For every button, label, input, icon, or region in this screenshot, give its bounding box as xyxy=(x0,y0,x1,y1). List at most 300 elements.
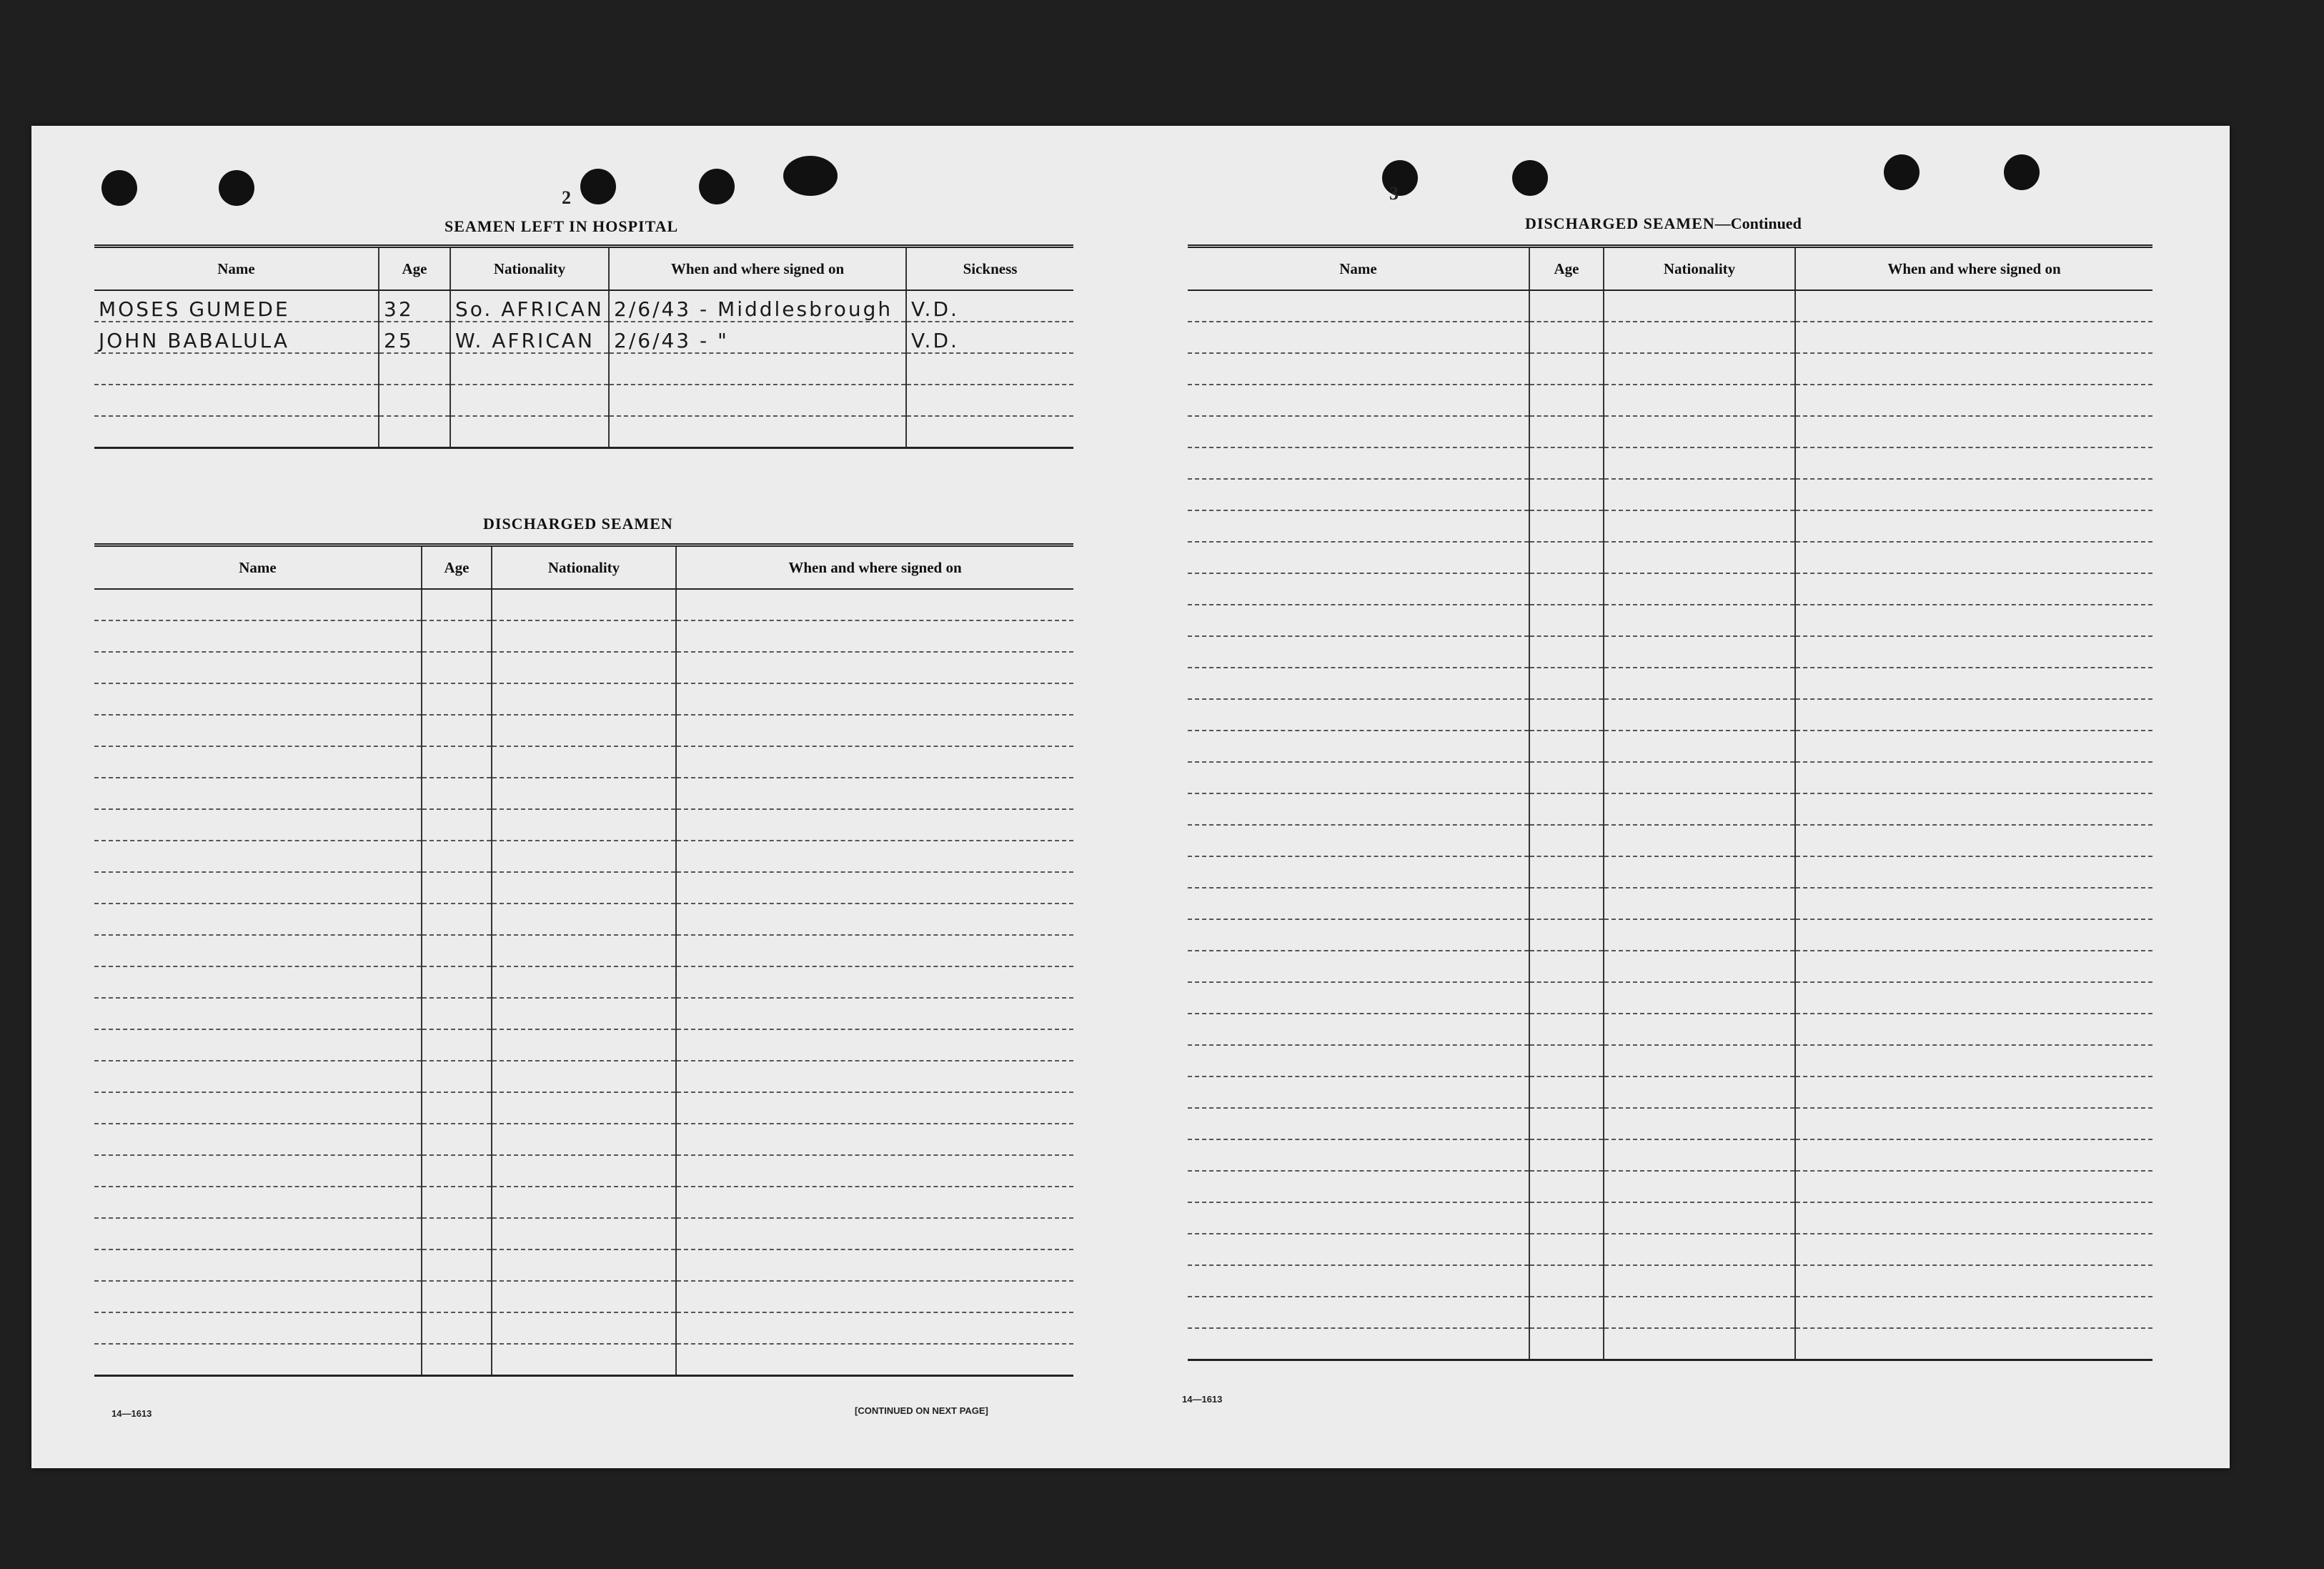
table-row xyxy=(94,416,1073,447)
table-cell xyxy=(1529,919,1604,951)
table-cell xyxy=(676,778,1073,809)
table-row xyxy=(94,1312,1073,1344)
table-cell xyxy=(676,966,1073,998)
table-row xyxy=(94,1061,1073,1092)
table-cell xyxy=(422,683,492,715)
table-cell xyxy=(1795,1045,2152,1076)
table-row xyxy=(1188,1328,2152,1360)
table-cell xyxy=(676,841,1073,872)
table-cell xyxy=(1188,825,1529,856)
table-cell xyxy=(1795,510,2152,542)
table-cell xyxy=(1795,1014,2152,1045)
table-cell xyxy=(1188,731,1529,762)
table-cell xyxy=(94,385,379,416)
table-cell xyxy=(422,1249,492,1281)
table-cell xyxy=(1604,416,1795,447)
table-cell xyxy=(676,1187,1073,1218)
column-header-signed-on: When and where signed on xyxy=(676,545,1073,590)
table-cell xyxy=(422,778,492,809)
table-cell xyxy=(422,1029,492,1061)
table-cell xyxy=(492,589,676,620)
table-cell xyxy=(1529,1202,1604,1234)
table-cell: MOSES GUMEDE xyxy=(94,290,379,322)
table-cell xyxy=(1795,1297,2152,1328)
table-cell xyxy=(94,1092,422,1124)
table-cell xyxy=(1529,1234,1604,1265)
table-cell xyxy=(422,872,492,904)
discharged-section-title: DISCHARGED SEAMEN xyxy=(483,515,673,533)
table-cell xyxy=(492,1061,676,1092)
table-cell xyxy=(1604,353,1795,385)
table-row xyxy=(1188,982,2152,1014)
table-cell xyxy=(422,1155,492,1187)
table-cell xyxy=(1188,447,1529,479)
column-header-nationality: Nationality xyxy=(1604,247,1795,291)
table-cell xyxy=(676,1124,1073,1155)
table-cell xyxy=(94,1281,422,1312)
table-cell xyxy=(492,778,676,809)
table-cell xyxy=(1188,1108,1529,1139)
table-cell xyxy=(94,841,422,872)
table-cell xyxy=(1795,290,2152,322)
table-cell xyxy=(676,904,1073,935)
table-cell xyxy=(1604,1108,1795,1139)
table-cell xyxy=(1795,951,2152,982)
table-header-row xyxy=(94,545,1073,590)
table-cell xyxy=(450,353,609,385)
table-cell xyxy=(1188,479,1529,510)
hospital-table xyxy=(94,244,1073,449)
table-row xyxy=(94,778,1073,809)
table-cell xyxy=(422,1061,492,1092)
table-cell xyxy=(492,1155,676,1187)
table-row xyxy=(94,1155,1073,1187)
table-cell xyxy=(1529,762,1604,793)
table-cell xyxy=(94,589,422,620)
table-cell xyxy=(1604,605,1795,636)
table-cell xyxy=(492,1312,676,1344)
table-cell xyxy=(1604,982,1795,1014)
table-cell xyxy=(1795,1171,2152,1202)
table-cell xyxy=(1188,542,1529,573)
table-cell xyxy=(94,809,422,841)
table-cell xyxy=(1529,982,1604,1014)
document-sheet xyxy=(31,126,2230,1468)
table-cell xyxy=(1188,1234,1529,1265)
table-cell xyxy=(492,620,676,652)
table-row xyxy=(1188,1108,2152,1139)
table-cell xyxy=(1529,1171,1604,1202)
table-cell xyxy=(492,683,676,715)
table-row xyxy=(1188,1045,2152,1076)
table-cell xyxy=(676,1249,1073,1281)
table-cell: So. AFRICAN xyxy=(450,290,609,322)
table-cell xyxy=(1795,479,2152,510)
table-cell xyxy=(422,809,492,841)
table-cell xyxy=(1604,1265,1795,1297)
table-row xyxy=(1188,668,2152,699)
table-cell xyxy=(1188,636,1529,668)
table-cell xyxy=(1188,353,1529,385)
table-cell xyxy=(1795,1108,2152,1139)
table-cell: 25 xyxy=(379,322,450,353)
table-row xyxy=(94,290,1073,322)
table-cell xyxy=(1604,322,1795,353)
table-row xyxy=(1188,1265,2152,1297)
punch-hole xyxy=(1884,154,1920,190)
table-cell xyxy=(94,416,379,447)
table-cell xyxy=(94,998,422,1029)
table-cell xyxy=(1604,731,1795,762)
table-cell xyxy=(492,935,676,966)
table-cell xyxy=(1604,951,1795,982)
table-cell xyxy=(1795,605,2152,636)
table-row xyxy=(1188,447,2152,479)
table-cell xyxy=(676,1344,1073,1375)
continued-note: [CONTINUED ON NEXT PAGE] xyxy=(855,1405,988,1416)
table-cell xyxy=(676,1218,1073,1249)
table-cell xyxy=(1795,919,2152,951)
table-cell xyxy=(1529,573,1604,605)
form-number: 14—1613 xyxy=(1182,1394,1223,1405)
table-cell xyxy=(676,1029,1073,1061)
table-cell xyxy=(492,1029,676,1061)
page-number: 2 xyxy=(562,187,571,208)
table-row xyxy=(94,620,1073,652)
table-cell xyxy=(1188,888,1529,919)
table-cell xyxy=(1795,856,2152,888)
table-cell xyxy=(492,1187,676,1218)
table-cell xyxy=(1529,731,1604,762)
table-cell xyxy=(1795,322,2152,353)
table-row xyxy=(1188,1297,2152,1328)
punch-hole xyxy=(2004,154,2040,190)
table-cell xyxy=(1188,1265,1529,1297)
table-cell xyxy=(94,1249,422,1281)
table-row xyxy=(1188,322,2152,353)
table-row xyxy=(94,652,1073,683)
table-cell xyxy=(676,809,1073,841)
table-cell xyxy=(1795,762,2152,793)
table-row xyxy=(1188,856,2152,888)
table-cell xyxy=(94,683,422,715)
page-number: 3 xyxy=(1389,183,1399,204)
table-cell xyxy=(1604,668,1795,699)
table-cell xyxy=(1795,888,2152,919)
table-cell xyxy=(1795,793,2152,825)
table-row xyxy=(1188,1139,2152,1171)
column-header-age: Age xyxy=(1529,247,1604,291)
table-cell xyxy=(676,998,1073,1029)
table-cell xyxy=(492,652,676,683)
table-cell xyxy=(492,1281,676,1312)
table-cell xyxy=(1604,888,1795,919)
table-cell xyxy=(1604,793,1795,825)
table-cell xyxy=(1795,573,2152,605)
table-row xyxy=(94,1092,1073,1124)
table-cell xyxy=(1529,416,1604,447)
table-cell xyxy=(422,746,492,778)
table-cell xyxy=(676,746,1073,778)
table-cell xyxy=(1529,1076,1604,1108)
column-header-name: Name xyxy=(94,247,379,291)
table-cell xyxy=(1529,510,1604,542)
table-cell xyxy=(1604,1076,1795,1108)
table-cell xyxy=(450,385,609,416)
table-cell xyxy=(94,620,422,652)
table-cell xyxy=(94,353,379,385)
table-cell xyxy=(450,416,609,447)
table-row xyxy=(94,1124,1073,1155)
table-cell xyxy=(94,715,422,746)
table-cell xyxy=(676,1092,1073,1124)
table-cell xyxy=(1604,919,1795,951)
table-row xyxy=(94,904,1073,935)
table-cell xyxy=(94,746,422,778)
table-cell xyxy=(1188,951,1529,982)
table-row xyxy=(94,322,1073,353)
table-row xyxy=(1188,919,2152,951)
table-row xyxy=(1188,416,2152,447)
table-cell xyxy=(1604,1234,1795,1265)
table-row xyxy=(94,1281,1073,1312)
table-cell xyxy=(1188,1297,1529,1328)
table-cell xyxy=(94,778,422,809)
table-cell xyxy=(1795,1328,2152,1360)
table-row xyxy=(94,1029,1073,1061)
table-cell xyxy=(379,353,450,385)
table-cell xyxy=(1188,982,1529,1014)
table-cell xyxy=(1604,699,1795,731)
table-cell xyxy=(1604,636,1795,668)
discharged-title-text: DISCHARGED SEAMEN xyxy=(1525,214,1715,232)
table-cell: 2/6/43 - Middlesbrough xyxy=(609,290,906,322)
table-cell xyxy=(676,872,1073,904)
table-cell xyxy=(1529,1297,1604,1328)
table-cell xyxy=(1795,542,2152,573)
table-cell xyxy=(422,715,492,746)
table-cell xyxy=(1604,510,1795,542)
table-cell xyxy=(1795,447,2152,479)
table-cell: V.D. xyxy=(906,322,1073,353)
table-cell xyxy=(1188,919,1529,951)
table-row xyxy=(1188,762,2152,793)
table-row xyxy=(94,683,1073,715)
table-cell xyxy=(94,935,422,966)
table-row xyxy=(94,1187,1073,1218)
table-cell xyxy=(1604,290,1795,322)
table-cell xyxy=(422,935,492,966)
table-cell xyxy=(676,683,1073,715)
table-header-row xyxy=(1188,247,2152,291)
punch-hole xyxy=(783,156,838,196)
table-cell xyxy=(676,1312,1073,1344)
table-cell xyxy=(1795,731,2152,762)
table-cell xyxy=(1604,1014,1795,1045)
table-row xyxy=(94,353,1073,385)
table-row xyxy=(1188,510,2152,542)
table-cell xyxy=(1529,322,1604,353)
table-cell xyxy=(94,652,422,683)
table-cell xyxy=(1604,825,1795,856)
punch-hole xyxy=(101,170,137,206)
table-cell xyxy=(1795,353,2152,385)
table-cell: 2/6/43 - " xyxy=(609,322,906,353)
table-row xyxy=(1188,1234,2152,1265)
table-cell xyxy=(1604,573,1795,605)
table-cell xyxy=(422,1344,492,1375)
column-header-signed-on: When and where signed on xyxy=(609,247,906,291)
table-cell xyxy=(1529,1108,1604,1139)
column-header-age: Age xyxy=(379,247,450,291)
table-cell xyxy=(1529,1265,1604,1297)
table-cell xyxy=(1795,1234,2152,1265)
table-cell xyxy=(422,620,492,652)
table-cell xyxy=(492,715,676,746)
table-row xyxy=(1188,605,2152,636)
table-cell xyxy=(1529,447,1604,479)
table-row xyxy=(94,872,1073,904)
punch-hole xyxy=(580,169,616,204)
table-cell xyxy=(379,416,450,447)
table-row xyxy=(1188,542,2152,573)
table-cell xyxy=(422,841,492,872)
table-cell xyxy=(1529,825,1604,856)
table-header-row xyxy=(94,247,1073,291)
table-cell: JOHN BABALULA xyxy=(94,322,379,353)
table-row xyxy=(1188,1171,2152,1202)
table-cell xyxy=(1795,1265,2152,1297)
table-row xyxy=(1188,793,2152,825)
table-cell xyxy=(1795,1076,2152,1108)
table-cell xyxy=(1529,290,1604,322)
punch-hole xyxy=(1382,160,1418,196)
table-row xyxy=(1188,1014,2152,1045)
table-cell xyxy=(1604,447,1795,479)
continued-suffix: —Continued xyxy=(1714,214,1802,232)
table-cell xyxy=(1188,385,1529,416)
table-cell xyxy=(422,1124,492,1155)
table-cell xyxy=(676,1061,1073,1092)
table-cell xyxy=(1188,1045,1529,1076)
column-header-signed-on: When and where signed on xyxy=(1795,247,2152,291)
table-cell xyxy=(422,1092,492,1124)
table-cell xyxy=(1604,1045,1795,1076)
table-cell xyxy=(94,1061,422,1092)
table-row xyxy=(94,935,1073,966)
table-row xyxy=(1188,1076,2152,1108)
table-cell xyxy=(1188,510,1529,542)
table-cell xyxy=(676,715,1073,746)
table-cell xyxy=(1188,1171,1529,1202)
table-cell xyxy=(1604,1139,1795,1171)
table-row xyxy=(94,385,1073,416)
table-cell xyxy=(94,1312,422,1344)
table-cell xyxy=(492,998,676,1029)
table-cell xyxy=(906,416,1073,447)
table-cell xyxy=(94,1344,422,1375)
table-cell xyxy=(94,1124,422,1155)
table-cell xyxy=(1188,1139,1529,1171)
table-row xyxy=(1188,573,2152,605)
table-row xyxy=(94,966,1073,998)
table-cell xyxy=(1529,1014,1604,1045)
table-cell xyxy=(94,966,422,998)
table-cell xyxy=(1529,1328,1604,1360)
table-row xyxy=(1188,385,2152,416)
discharged-table-right xyxy=(1188,244,2152,1361)
table-cell xyxy=(422,1218,492,1249)
table-cell xyxy=(422,966,492,998)
table-cell xyxy=(676,652,1073,683)
table-cell xyxy=(1795,1202,2152,1234)
table-cell xyxy=(1188,699,1529,731)
table-cell xyxy=(1795,636,2152,668)
table-row xyxy=(94,746,1073,778)
table-row xyxy=(1188,951,2152,982)
table-cell xyxy=(492,1249,676,1281)
table-row xyxy=(1188,888,2152,919)
column-header-sickness: Sickness xyxy=(906,247,1073,291)
table-cell xyxy=(422,1187,492,1218)
table-cell xyxy=(1188,793,1529,825)
table-cell xyxy=(1529,856,1604,888)
table-cell xyxy=(1188,1014,1529,1045)
table-cell xyxy=(492,904,676,935)
table-cell xyxy=(609,416,906,447)
table-row xyxy=(94,1249,1073,1281)
table-cell xyxy=(94,872,422,904)
table-cell xyxy=(1795,699,2152,731)
table-cell xyxy=(94,1218,422,1249)
table-cell xyxy=(1795,982,2152,1014)
table-cell xyxy=(422,998,492,1029)
column-header-age: Age xyxy=(422,545,492,590)
table-cell xyxy=(1604,1328,1795,1360)
table-cell: W. AFRICAN xyxy=(450,322,609,353)
table-cell xyxy=(492,1218,676,1249)
table-row xyxy=(94,809,1073,841)
table-cell xyxy=(676,1281,1073,1312)
table-cell xyxy=(676,589,1073,620)
table-cell xyxy=(1188,290,1529,322)
table-cell xyxy=(1529,479,1604,510)
table-cell xyxy=(94,1029,422,1061)
table-cell xyxy=(422,652,492,683)
table-cell xyxy=(1604,762,1795,793)
table-row xyxy=(1188,479,2152,510)
table-cell xyxy=(1795,825,2152,856)
table-row xyxy=(94,998,1073,1029)
table-cell xyxy=(1188,668,1529,699)
table-cell xyxy=(1795,668,2152,699)
table-cell xyxy=(94,1187,422,1218)
discharged-continued-title xyxy=(1525,214,1802,233)
discharged-table-left xyxy=(94,543,1073,1377)
table-row xyxy=(94,1344,1073,1375)
table-cell xyxy=(379,385,450,416)
table-cell xyxy=(1529,636,1604,668)
table-row xyxy=(94,1218,1073,1249)
table-cell xyxy=(1529,793,1604,825)
table-cell xyxy=(94,1155,422,1187)
table-row xyxy=(1188,1202,2152,1234)
table-cell xyxy=(422,589,492,620)
table-cell xyxy=(1188,856,1529,888)
table-cell xyxy=(1188,1328,1529,1360)
form-number: 14—1613 xyxy=(111,1408,152,1419)
table-cell xyxy=(1529,668,1604,699)
